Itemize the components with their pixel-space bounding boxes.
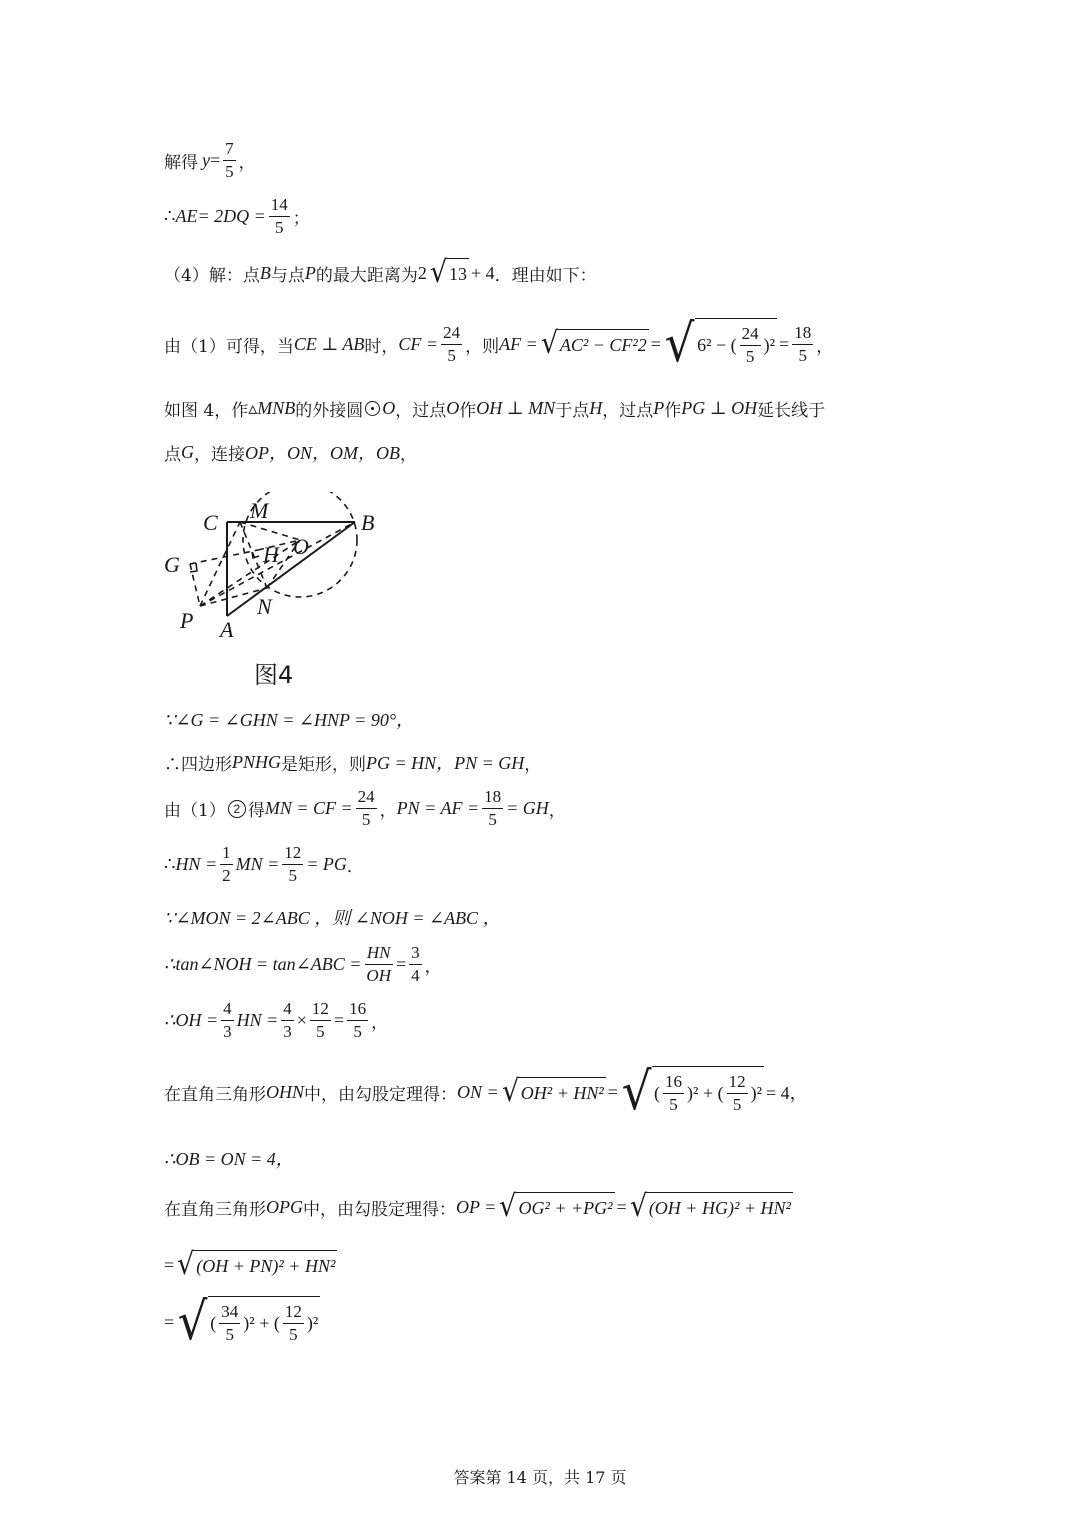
- line-solve-y: 解得 y = $\frac{7}{5}$ ，: [164, 139, 256, 181]
- line-op-step2: = √ (OH + PN)² + HN²: [164, 1247, 336, 1282]
- line-oh: ∴OH = $\frac{4}{3}$ HN = $\frac{4}{3}$ × $\frac{12}{5}$ = $\frac{16}{5}$ ，: [164, 999, 389, 1041]
- line-rectangle: ∴四边形 PNHG 是矩形，则 PG = HN，PN = GH ，: [164, 751, 542, 775]
- line-ob: ∴OB = ON = 4，: [164, 1149, 294, 1169]
- circle-dot-icon: [365, 401, 380, 416]
- line-hn: ∴ HN = $\frac{1}{2}$ MN = $\frac{12}{5}$ = PG ．: [164, 843, 364, 885]
- segment-om: [240, 522, 300, 540]
- line-cf-af: 由（1）可得，当 CE ⊥ AB 时， CF = $\frac{24}{5}$ ，则 AF = √ AC² − CF²2 = √ 6² − ( $\frac{24}{5}$ )² = $\frac{18}{5}$ ，: [164, 314, 834, 374]
- label-g: G: [164, 552, 180, 577]
- line-ae: ∴ AE = 2DQ = $\frac{14}{5}$ ；: [164, 195, 310, 237]
- line-on: 在直角三角形 OHN 中，由勾股定理得： ON = √ OH² + HN² = √ ( $\frac{16}{5}$ )² + ( $\frac{12}{5}$ )² = 4，: [164, 1062, 808, 1122]
- label-p: P: [180, 608, 194, 633]
- line-op: 在直角三角形 OPG 中，由勾股定理得： OP = √ OG² + +PG² = √ (OH + HG)² + HN²: [164, 1189, 791, 1224]
- line-op-step3: = √ ( $\frac{34}{5}$ )² + ( $\frac{12}{5}$ )²: [164, 1292, 319, 1352]
- line-mon: ∵∠MON = 2∠ABC ，则 ∠NOH = ∠ABC ，: [164, 908, 501, 928]
- label-n: N: [257, 594, 272, 619]
- label-b: B: [361, 510, 375, 535]
- label-m: M: [250, 498, 269, 523]
- line-construction: 如图 4，作 ▵MNB 的外接圆 O ，过点 O 作 OH ⊥ MN 于点 H ，过点 P 作 PG ⊥ OH 延长线于: [164, 398, 826, 421]
- label-c: C: [203, 510, 218, 535]
- segment-gp: [190, 564, 200, 606]
- fraction: $\frac{7}{5}$: [225, 139, 234, 181]
- line-connect: 点 G ，连接 OP，ON，OM，OB ，: [164, 441, 417, 465]
- line-angles: ∵∠G = ∠GHN = ∠HNP = 90°，: [164, 710, 415, 730]
- figure-caption: 图4: [254, 661, 294, 689]
- geometry-figure: [160, 492, 420, 652]
- page-footer: 答案第 14 页，共 17 页: [453, 1468, 627, 1487]
- label-h: H: [263, 542, 279, 567]
- label-a: A: [220, 617, 234, 642]
- line-mn-pn: 由（1） 2 得 MN = CF = $\frac{24}{5}$ ， PN = AF = $\frac{18}{5}$ = GH ，: [164, 787, 566, 829]
- line-tan: ∴tan∠NOH = tan∠ABC = $\frac{HN}{OH}$ = $\frac{3}{4}$ ，: [164, 943, 442, 985]
- line-part4: （4）解：点 B 与点 P 的最大距离为 2 √ 13 + 4 ．理由如下：: [164, 255, 597, 290]
- label-o: O: [293, 534, 309, 559]
